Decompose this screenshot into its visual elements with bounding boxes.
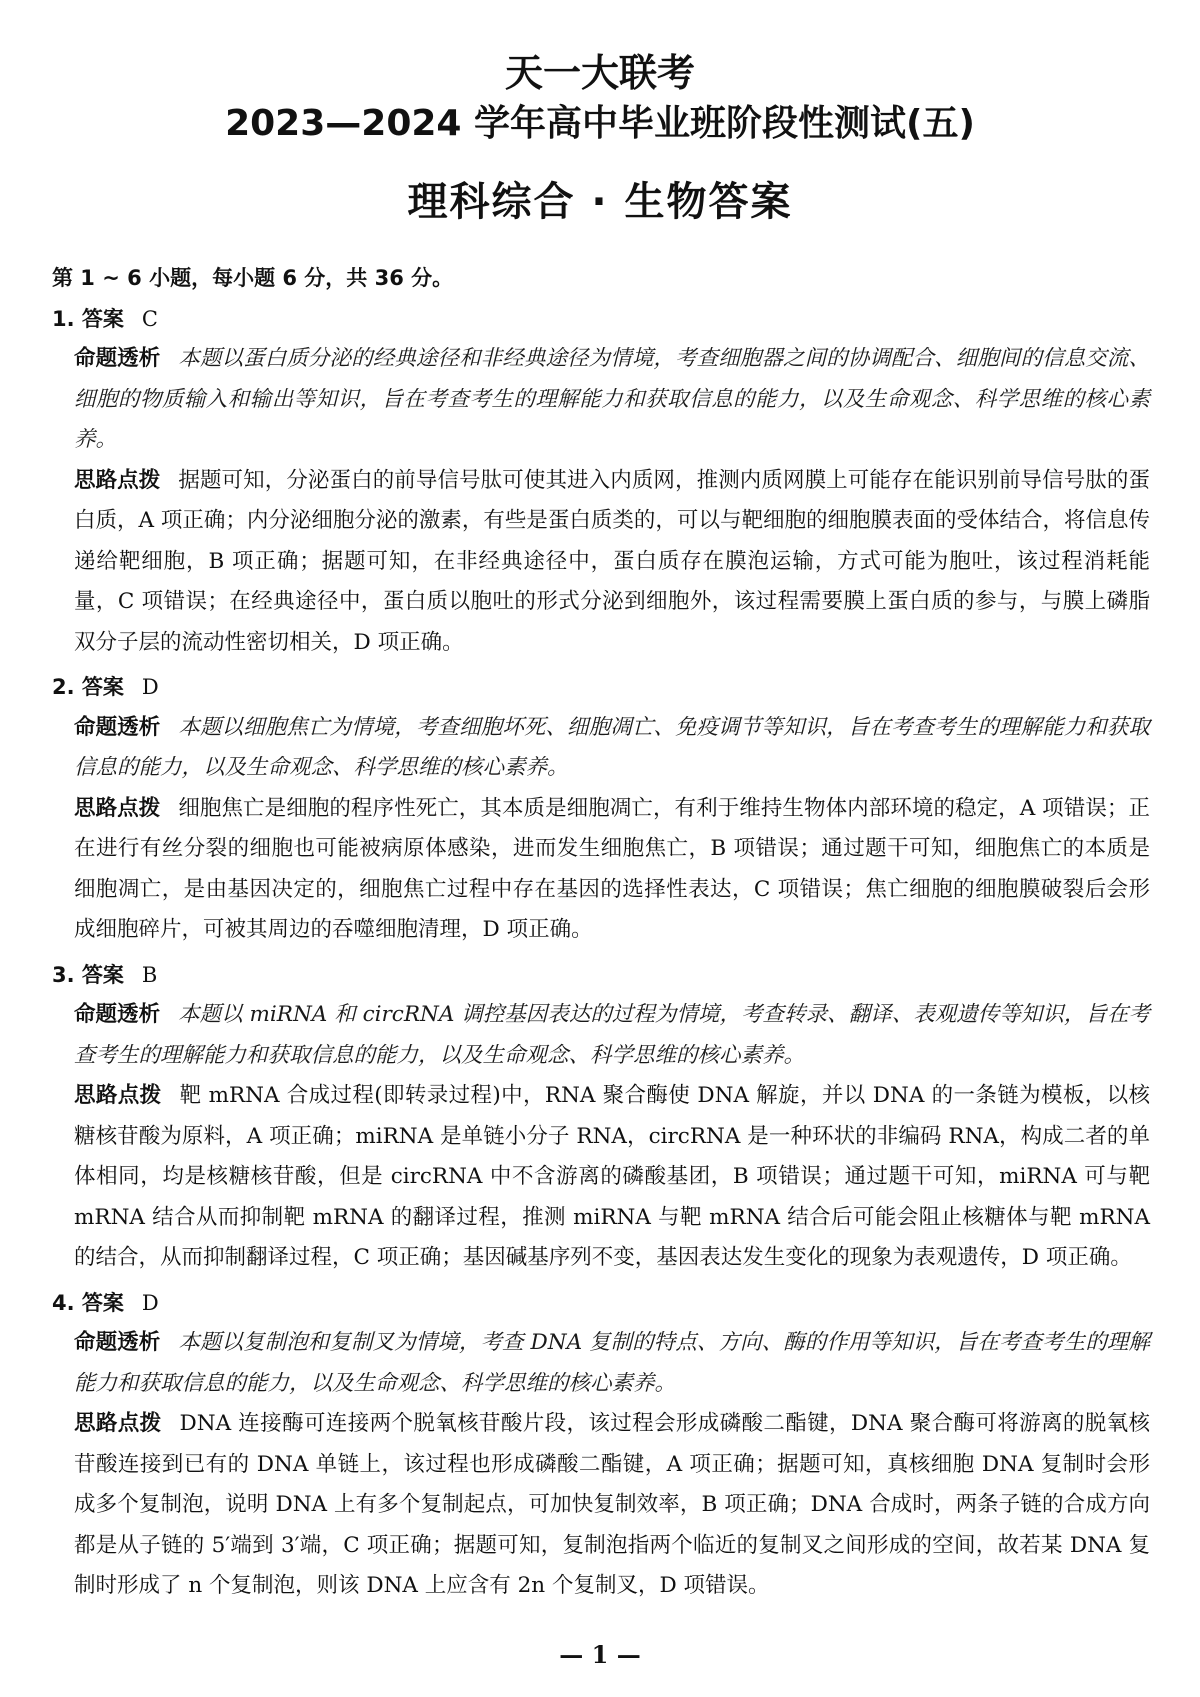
page-number: — 1 — <box>559 1640 641 1669</box>
hint-label: 思路点拨 <box>74 1083 162 1108</box>
question-4 <box>52 1283 1150 1607</box>
hint-text: DNA 连接酶可连接两个脱氧核苷酸片段，该过程会形成磷酸二酯键，DNA 聚合酶可将游离的脱氧核苷酸连接到已有的 DNA 单链上，该过程也形成磷酸二酯键，A 项正确；据题可知，真核细胞 DNA 复制时会形成多个复制泡，说明 DNA 上有多个复制起点，可加快复制效率，B 项正确；DNA 合成时，两条子链的合成方向都是从子链的 5′端到 3′端，C 项正确；据题可知，复制泡指两个临近的复制叉之间形成的空间，故若某 DNA 复制时形成了 n 个复制泡，则该 DNA 上应含有 2n 个复制叉，D 项错误。 <box>74 1411 1150 1598</box>
analysis-label: 命题透析 <box>74 1330 161 1355</box>
hint-label: 思路点拨 <box>74 1411 162 1436</box>
analysis-label: 命题透析 <box>74 346 161 371</box>
answer-value: D <box>141 1290 159 1315</box>
exam-organizer-title: 天一大联考 <box>504 51 695 95</box>
hint-paragraph <box>52 1404 1150 1607</box>
question-3 <box>52 955 1150 1279</box>
answer-label: 3. 答案 <box>52 962 124 987</box>
analysis-text: 本题以复制泡和复制叉为情境，考查 DNA 复制的特点、方向、酶的作用等知识，旨在考查考生的理解能力和获取信息的能力，以及生命观念、科学思维的核心素养。 <box>74 1330 1150 1396</box>
hint-paragraph <box>52 1076 1150 1279</box>
hint-text: 据题可知，分泌蛋白的前导信号肽可使其进入内质网，推测内质网膜上可能存在能识别前导信号肽的蛋白质，A 项正确；内分泌细胞分泌的激素，有些是蛋白质类的，可以与靶细胞的细胞膜表面的受体结合，将信息传递给靶细胞，B 项正确；据题可知，在非经典途径中，蛋白质存在膜泡运输，方式可能为胞吐，该过程消耗能量，C 项错误；在经典途径中，蛋白质以胞吐的形式分泌到细胞外，该过程需要膜上蛋白质的参与，与膜上磷脂双分子层的流动性密切相关，D 项正确。 <box>74 467 1150 655</box>
answer-label: 1. 答案 <box>52 306 124 331</box>
hint-label: 思路点拨 <box>74 467 161 493</box>
answer-line <box>52 955 1150 996</box>
answer-label: 4. 答案 <box>52 1290 124 1315</box>
question-1 <box>52 299 1150 664</box>
analysis-text: 本题以蛋白质分泌的经典途径和非经典途径为情境，考查细胞器之间的协调配合、细胞间的信息交流、细胞的物质输入和输出等知识，旨在考查考生的理解能力和获取信息的能力，以及生命观念、科学思维的核心素养。 <box>74 346 1150 452</box>
answer-line <box>52 299 1150 340</box>
answer-value: B <box>141 962 158 987</box>
analysis-paragraph <box>52 995 1150 1076</box>
analysis-paragraph <box>52 1323 1150 1404</box>
hint-paragraph <box>52 461 1150 664</box>
analysis-text: 本题以 miRNA 和 circRNA 调控基因表达的过程为情境，考查转录、翻译、表观遗传等知识，旨在考查考生的理解能力和获取信息的能力，以及生命观念、科学思维的核心素养。 <box>74 1002 1150 1068</box>
section-intro: 第 1 ~ 6 小题，每小题 6 分，共 36 分。 <box>52 266 454 290</box>
answer-label: 2. 答案 <box>52 675 124 699</box>
analysis-label: 命题透析 <box>74 1002 161 1027</box>
subject-title: 理科综合 · 生物答案 <box>407 179 793 225</box>
exam-name-title: 2023—2024 学年高中毕业班阶段性测试(五) <box>225 103 975 144</box>
analysis-label: 命题透析 <box>74 714 161 740</box>
analysis-paragraph <box>52 708 1150 789</box>
answer-line <box>52 1283 1150 1324</box>
question-2 <box>52 667 1150 951</box>
answer-line <box>52 667 1150 708</box>
analysis-text: 本题以细胞焦亡为情境，考查细胞坏死、细胞凋亡、免疫调节等知识，旨在考查考生的理解能力和获取信息的能力，以及生命观念、科学思维的核心素养。 <box>74 714 1150 780</box>
answer-value: D <box>141 675 159 699</box>
answer-value: C <box>141 306 158 331</box>
hint-paragraph <box>52 789 1150 951</box>
hint-text: 靶 mRNA 合成过程(即转录过程)中，RNA 聚合酶使 DNA 解旋，并以 DNA 的一条链为模板，以核糖核苷酸为原料，A 项正确；miRNA 是单链小分子 RNA，circRNA 是一种环状的非编码 RNA，构成二者的单体相同，均是核糖核苷酸，但是 circRNA 中不含游离的磷酸基团，B 项错误；通过题干可知，miRNA 可与靶 mRNA 结合从而抑制靶 mRNA 的翻译过程，推测 miRNA 与靶 mRNA 结合后可能会阻止核糖体与靶 mRNA 的结合，从而抑制翻译过程，C 项正确；基因碱基序列不变，基因表达发生变化的现象为表观遗传，D 项正确。 <box>74 1083 1150 1270</box>
analysis-paragraph <box>52 339 1150 461</box>
hint-text: 细胞焦亡是细胞的程序性死亡，其本质是细胞凋亡，有利于维持生物体内部环境的稳定，A 项错误；正在进行有丝分裂的细胞也可能被病原体感染，进而发生细胞焦亡，B 项错误；通过题干可知，细胞焦亡的本质是细胞凋亡，是由基因决定的，细胞焦亡过程中存在基因的选择性表达，C 项错误；焦亡细胞的细胞膜破裂后会形成细胞碎片，可被其周边的吞噬细胞清理，D 项正确。 <box>74 795 1150 942</box>
answer-content <box>52 258 1150 1611</box>
hint-label: 思路点拨 <box>74 795 161 821</box>
